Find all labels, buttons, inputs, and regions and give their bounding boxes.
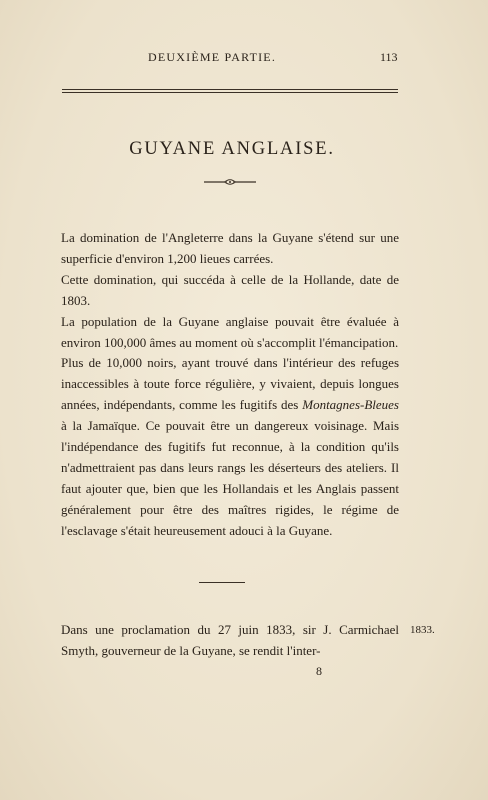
signature-mark: 8 <box>316 664 322 678</box>
paragraph-2: Cette domination, qui succéda à celle de la Hollande, date de 1803. <box>61 271 399 308</box>
paragraph-4-place-name: Montagnes-Bleues <box>302 397 399 413</box>
final-text-block <box>61 620 399 662</box>
paragraph-4-start: Plus de 10,000 noirs, ayant trouvé dans l'intérieur des refuges inaccessibles à toute force régulière, y vivaient, depuis longues années, indépendants, comme les fugitifs des <box>61 355 399 413</box>
paragraph-5: Dans une proclamation du 27 juin 1833, sir J. Carmichael Smyth, gouverneur de la Guyane, se rendit l'inter- <box>61 622 399 658</box>
paragraph-4 <box>61 353 399 541</box>
main-text-block <box>61 228 399 542</box>
paragraph-4-end: à la Jamaïque. Ce pouvait être un dangereux voisinage. Mais l'indépendance des fugitifs fut reconnue, à la condition qu'ils n'admettraient pas dans leurs rangs les déserteurs des ateliers. Il faut ajouter que, bien que les Hollandais et les Anglais passent généralement pour être des maîtres rigides, le régime de l'esclavage s'était heureusement adouci à la Guyane. <box>61 418 399 538</box>
section-divider <box>199 582 245 583</box>
running-head: DEUXIÈME PARTIE. <box>148 50 277 64</box>
header-double-rule <box>62 89 398 93</box>
paragraph-3: La population de la Guyane anglaise pouvait être évaluée à environ 100,000 âmes au moment où s'accomplit l'émancipation. <box>61 313 399 350</box>
ornament-icon <box>202 177 258 187</box>
chapter-title: GUYANE ANGLAISE. <box>129 139 335 159</box>
paragraph-1: La domination de l'Angleterre dans la Guyane s'étend sur une superficie d'environ 1,200 lieues carrées. <box>61 230 399 266</box>
margin-note-year: 1833. <box>410 624 435 636</box>
page-number: 113 <box>380 50 398 64</box>
